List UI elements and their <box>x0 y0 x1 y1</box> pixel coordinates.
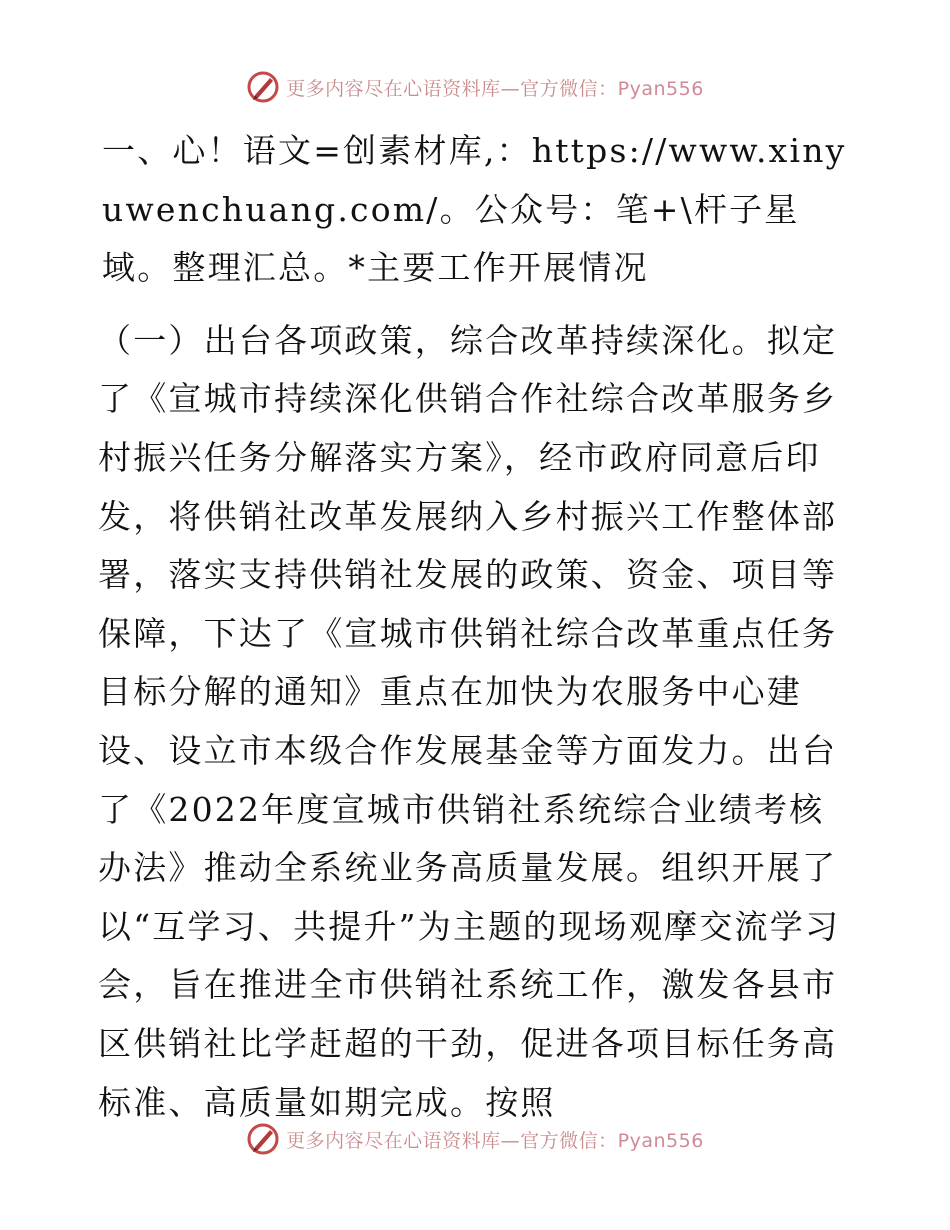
pen-logo-icon <box>246 1122 280 1156</box>
watermark-wechat-id: Pyan556 <box>617 77 704 100</box>
watermark-header <box>0 70 950 104</box>
watermark-wechat-id: Pyan556 <box>617 1129 704 1152</box>
document-body <box>98 122 858 1132</box>
watermark-footer <box>0 1122 950 1156</box>
pen-logo-icon <box>246 70 280 104</box>
watermark-text: 更多内容尽在心语资料库—官方微信： <box>286 77 618 100</box>
watermark-text: 更多内容尽在心语资料库—官方微信： <box>286 1129 618 1152</box>
section-heading: 一、心！语文=创素材库,：https://www.xinyuwenchuang.com/。公众号：笔+\杆子星域。整理汇总。*主要工作开展情况 <box>102 131 847 288</box>
body-paragraph: （一）出台各项政策，综合改革持续深化。拟定了《宣城市持续深化供销合作社综合改革服务乡村振兴任务分解落实方案》，经市政府同意后印发，将供销社改革发展纳入乡村振兴工作整体部署，落实支持供销社发展的政策、资金、项目等保障，下达了《宣城市供销社综合改革重点任务目标分解的通知》重点在加快为农服务中心建设、设立市本级合作发展基金等方面发力。出台了《2022年度宣城市供销社系统综合业绩考核办法》推动全系统业务高质量发展。组织开展了以“互学习、共提升”为主题的现场观摩交流学习会，旨在推进全市供销社系统工作，激发各县市区供销社比学赶超的干劲，促进各项目标任务高标准、高质量如期完成。按照 <box>98 320 841 1122</box>
